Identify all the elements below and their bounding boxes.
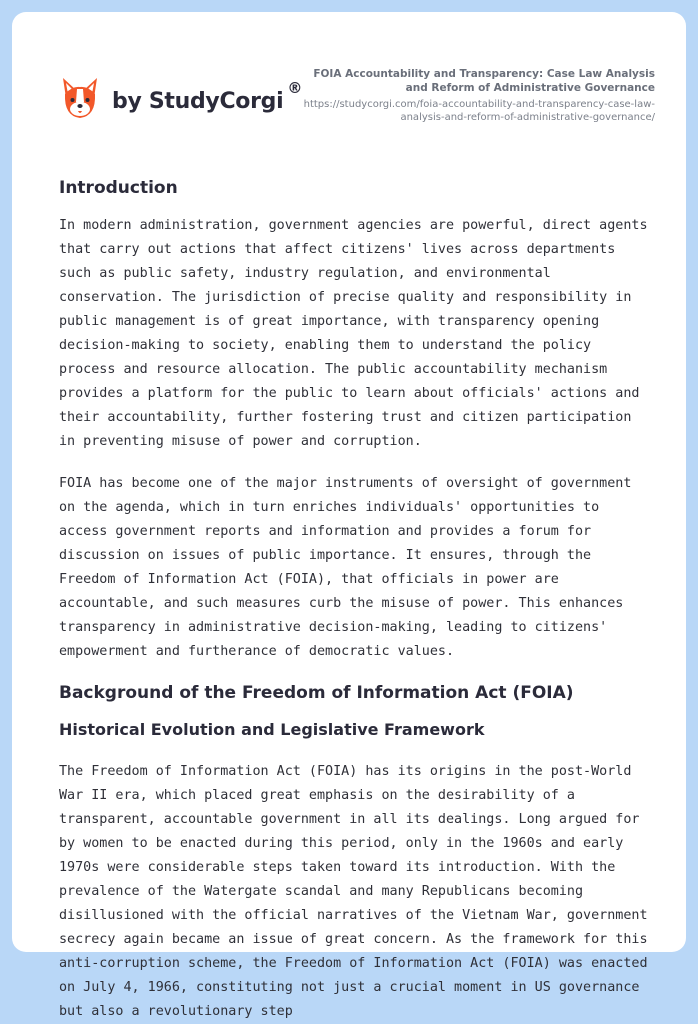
registered-mark: ® [287,79,303,97]
brand-name: by StudyCorgi [112,88,284,114]
heading-introduction: Introduction [59,178,178,198]
document-url[interactable]: https://studycorgi.com/foia-accountability-and-transparency-case-law-analysis-and-reform-of-administrative-governance/ [303,99,655,123]
document-title: FOIA Accountability and Transparency: Case Law Analysis and Reform of Administrative Governance [313,68,655,94]
document-body [59,176,655,1024]
corgi-icon [60,76,100,120]
paragraph-history-1: The Freedom of Information Act (FOIA) has its origins in the post-World War II era, which placed great emphasis on the desirability of a transparent, accountable government in all its dealings. Long argued for by women to be enacted during this period, only in the 1960s and early 1970s were considerable steps taken toward its introduction. With the prevalence of the Watergate scandal and many Republicans becoming disillusioned with the official narratives of the Vietnam War, government secrecy again became an issue of great concern. As the framework for this anti-corruption scheme, the Freedom of Information Act (FOIA) was enacted on July 4, 1966, constituting not just a crucial moment in US governance but also a revolutionary step [59,764,648,1019]
page-header [12,12,686,142]
heading-background: Background of the Freedom of Information Act (FOIA) [59,683,574,703]
heading-historical-evolution: Historical Evolution and Legislative Framework [59,720,485,739]
document-page [12,12,686,1019]
studycorgi-logo[interactable] [60,76,302,120]
paragraph-intro-2: FOIA has become one of the major instruments of oversight of government on the agenda, which in turn enriches individuals' opportunities to access government reports and information and provides a forum for discussion on issues of public importance. It ensures, through the Freedom of Information Act (FOIA), that officials in power are accountable, and such measures curb the misuse of power. This enhances transparency in administrative decision-making, leading to citizens' empowerment and furtherance of democratic values. [59,476,632,659]
document-meta [295,67,655,124]
paragraph-intro-1: In modern administration, government agencies are powerful, direct agents that carry out actions that affect citizens' lives across departments such as public safety, industry regulation, and environmental conservation. The jurisdiction of precise quality and responsibility in public management is of great importance, with transparency opening decision-making to society, enabling them to understand the policy process and resource allocation. The public accountability mechanism provides a platform for the public to learn about officials' actions and their accountability, further fostering trust and citizen participation in preventing misuse of power and corruption. [59,218,648,449]
